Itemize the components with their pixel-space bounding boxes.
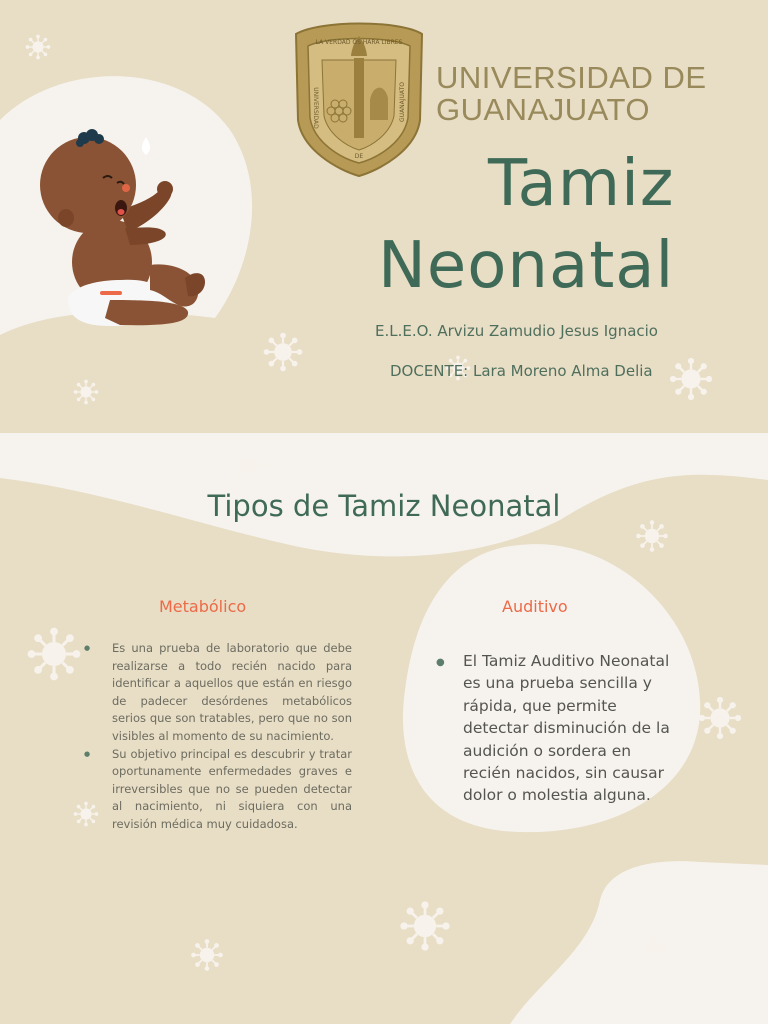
virus-icon — [74, 380, 99, 405]
virus-icon — [641, 933, 669, 961]
svg-text:GUANAJUATO: GUANAJUATO — [399, 82, 406, 122]
virus-icon — [400, 901, 449, 950]
page-title-line2: Neonatal — [378, 229, 675, 303]
list-item: ● El Tamiz Auditivo Neonatal es una prueba sencilla y rápida, que permite detectar disminución de la audición o sordera en recién nacidos, sin causar dolor o molestia alguna. — [436, 650, 676, 807]
svg-text:LA VERDAD OS HARA LIBRES: LA VERDAD OS HARA LIBRES — [315, 39, 403, 46]
auditivo-list — [436, 650, 676, 807]
page-title-line1: Tamiz — [488, 147, 675, 221]
section-title: Tipos de Tamiz Neonatal — [207, 489, 561, 523]
author-name: E.L.E.O. Arvizu Zamudio Jesus Ignacio — [375, 322, 658, 340]
virus-icon — [191, 939, 223, 971]
university-name-line1: UNIVERSIDAD DE — [436, 60, 707, 95]
virus-icon — [264, 333, 303, 372]
virus-icon — [26, 35, 51, 60]
university-crest-logo — [296, 24, 422, 177]
university-name — [436, 62, 707, 126]
virus-icon — [231, 450, 263, 482]
university-name-line2: GUANAJUATO — [436, 92, 650, 127]
bottom-right-blob — [510, 861, 768, 1024]
teacher-name: DOCENTE: Lara Moreno Alma Delia — [390, 362, 653, 380]
list-item: ● Su objetivo principal es descubrir y tratar oportunamente enfermedades graves e irreversibles que no se pueden detectar al nacimiento, ni siquiera con una revisión médica muy cuidadosa. — [84, 746, 352, 834]
auditivo-heading: Auditivo — [502, 597, 568, 616]
virus-icon — [699, 697, 741, 739]
virus-icon — [636, 520, 668, 552]
metabolico-heading: Metabólico — [159, 597, 247, 616]
virus-icon — [670, 358, 712, 400]
svg-text:DE: DE — [354, 153, 364, 160]
virus-icon — [28, 628, 81, 681]
metabolico-list — [84, 640, 352, 834]
list-item: ● Es una prueba de laboratorio que debe realizarse a todo recién nacido para identificar a aquellos que están en riesgo de padecer desórdenes metabólicos serios que son tratables, pero que no son visibles al momento de su nacimiento. — [84, 640, 352, 746]
svg-text:UNIVERSIDAD: UNIVERSIDAD — [312, 87, 319, 129]
